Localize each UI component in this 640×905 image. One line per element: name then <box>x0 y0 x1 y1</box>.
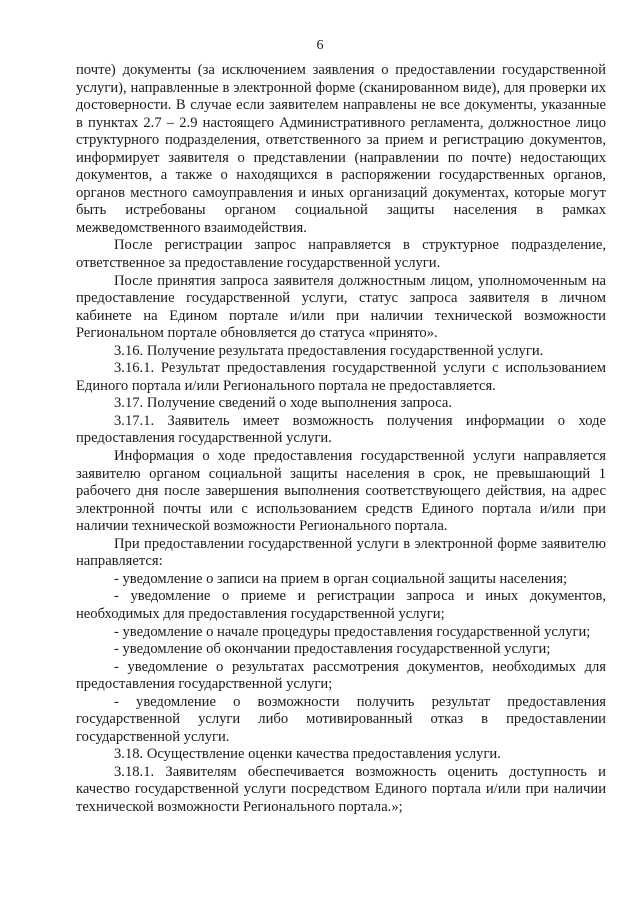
list-item: - уведомление об окончании предоставления государственной услуги; <box>114 641 551 658</box>
paragraph-progress-info: Информация о ходе предоставления государственной услуги направляется заявителю органом социальной защиты населения в срок, не превышающий 1 рабочего дня после завершения выполнения соответствующего действия, на адрес электронной почты или с использованием средств Единого портала и/или при наличии технической возможности Регионального портала. <box>76 448 606 535</box>
page-number: 6 <box>316 38 324 53</box>
paragraph-3-17-1: 3.17.1. Заявитель имеет возможность получения информации о ходе предоставления государственной услуги. <box>76 412 606 447</box>
list-item: - уведомление о результатах рассмотрения документов, необходимых для предоставления государственной услуги; <box>76 658 606 693</box>
section-heading-3-18: 3.18. Осуществление оценки качества предоставления услуги. <box>114 746 501 763</box>
paragraph-continuation: почте) документы (за исключением заявления о предоставлении государственной услуги), направленные в электронной форме (сканированном виде), для проверки их достоверности. В случае если заявителем направлены не все документы, указанные в пунктах 2.7 – 2.9 настоящего Административного регламента, должностное лицо структурного подразделения, ответственного за прием и регистрацию документов, информирует заявителя о представлении (направлении по почте) недостающих документов, а также о находящихся в распоряжении государственных органов, органов местного самоуправления и иных организаций документах, которые могут быть истребованы органом социальной защиты населения в рамках межведомственного взаимодействия. <box>76 62 606 236</box>
section-heading-3-17: 3.17. Получение сведений о ходе выполнения запроса. <box>114 395 453 412</box>
paragraph-3-18-1: 3.18.1. Заявителям обеспечивается возможность оценить доступность и качество государственной услуги посредством Единого портала и/или при наличии технической возможности Регионального портала.»; <box>76 763 606 815</box>
list-item: - уведомление о приеме и регистрации запроса и иных документов, необходимых для предоставления государственной услуги; <box>76 588 606 622</box>
paragraph-3-16-1: 3.16.1. Результат предоставления государственной услуги с использованием Единого портала и/или Регионального портала не предоставляется. <box>76 360 606 394</box>
list-item: - уведомление о возможности получить результат предоставления государственной услуги либо мотивированный отказ в предоставлении государственной услуги. <box>76 693 606 745</box>
paragraph-registration: После регистрации запрос направляется в структурное подразделение, ответственное за предоставление государственной услуги. <box>76 237 606 272</box>
list-item: - уведомление о начале процедуры предоставления государственной услуги; <box>114 623 591 640</box>
section-heading-3-16: 3.16. Получение результата предоставления государственной услуги. <box>114 342 544 359</box>
paragraph-status-accepted: После принятия запроса заявителя должностным лицом, уполномоченным на предоставление государственной услуги, статус запроса заявителя в личном кабинете на Едином портале и/или при наличии технической возможности Региональном портале обновляется до статуса «принято». <box>76 272 606 342</box>
paragraph-electronic-notifications: При предоставлении государственной услуги в электронной форме заявителю направляется: <box>76 535 606 570</box>
document-body <box>76 62 606 817</box>
list-item: - уведомление о записи на прием в орган социальной защиты населения; <box>114 570 568 587</box>
